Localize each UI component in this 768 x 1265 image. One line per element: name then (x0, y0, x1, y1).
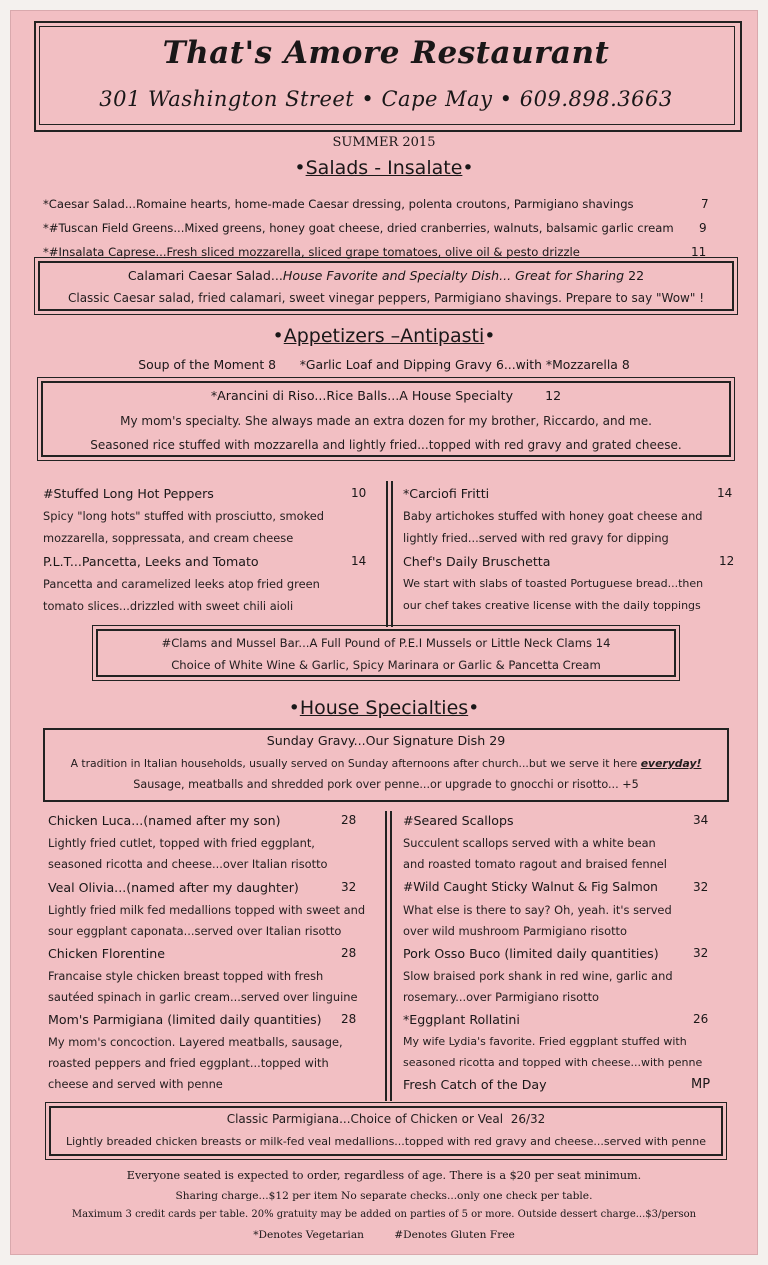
parmigiana-desc: Lightly breaded chicken breasts or milk-fed veal medallions...topped with red gravy and cheese...served with penne (66, 1135, 706, 1148)
house-item-name: #Wild Caught Sticky Walnut & Fig Salmon (403, 880, 658, 894)
menu-page (11, 11, 757, 1254)
house-item-price: 28 (341, 813, 357, 827)
season-label: SUMMER 2015 (332, 135, 436, 150)
house-item-desc: What else is there to say? Oh, yeah. it's served (403, 903, 672, 917)
parmigiana-title: Classic Parmigiana...Choice of Chicken or Veal 26/32 (226, 1112, 546, 1126)
house-item-price: 26 (693, 1012, 709, 1026)
app-item-desc: lightly fried...served with red gravy for dipping (403, 531, 669, 545)
house-item-desc: Slow braised pork shank in red wine, garlic and (403, 969, 673, 983)
app-item-desc: tomato slices...drizzled with sweet chili aioli (43, 599, 294, 613)
salad-price: 11 (691, 245, 707, 259)
house-item-name: Chicken Luca...(named after my son) (48, 813, 281, 828)
house-item-desc: sour eggplant caponata...served over Italian risotto (48, 924, 342, 938)
salad-price: 7 (701, 197, 709, 211)
house-item-name: *Eggplant Rollatini (403, 1012, 520, 1027)
calamari-desc: Classic Caesar salad, fried calamari, sweet vinegar peppers, Parmigiano shavings. Prepare to say "Wow" ! (67, 291, 705, 305)
house-item-name: Chicken Florentine (48, 946, 166, 961)
app-item-name: *Carciofi Fritti (403, 486, 490, 501)
app-item-price: 14 (717, 486, 733, 500)
house-item-name: Pork Osso Buco (limited daily quantities) (403, 946, 659, 961)
house-item-desc: Succulent scallops served with a white bean (403, 836, 656, 850)
sunday-gravy-line2: Sausage, meatballs and shredded pork over penne...or upgrade to gnocchi or risotto... +5 (133, 778, 639, 791)
house-item-desc: roasted peppers and fried eggplant...topped with (48, 1056, 329, 1070)
app-item-name: #Stuffed Long Hot Peppers (43, 486, 214, 501)
clams-title: #Clams and Mussel Bar...A Full Pound of P.E.I Mussels or Little Neck Clams 14 (161, 636, 611, 650)
column-divider (386, 481, 388, 627)
app-item-desc: our chef takes creative license with the daily toppings (403, 599, 701, 612)
column-divider (390, 811, 392, 1101)
house-item-name: #Seared Scallops (403, 813, 514, 828)
appetizers-heading: •Appetizers –Antipasti• (272, 325, 496, 347)
app-item-desc: We start with slabs of toasted Portuguese bread...then (403, 577, 704, 590)
house-item-desc: cheese and served with penne (48, 1077, 223, 1091)
arancini-line2: Seasoned rice stuffed with mozzarella and lightly fried...topped with red gravy and grated cheese. (90, 438, 682, 452)
salad-price: 9 (699, 221, 707, 235)
app-item-price: 12 (719, 554, 735, 568)
clams-desc: Choice of White Wine & Garlic, Spicy Marinara or Garlic & Pancetta Cream (171, 658, 601, 672)
house-item-name: Fresh Catch of the Day (403, 1077, 547, 1092)
house-item-desc: over wild mushroom Parmigiano risotto (403, 924, 627, 938)
app-item-name: Chef's Daily Bruschetta (403, 554, 551, 569)
house-item-name: Mom's Parmigiana (limited daily quantities) (48, 1012, 322, 1027)
house-item-desc: My wife Lydia's favorite. Fried eggplant stuffed with (403, 1035, 687, 1048)
footer-legend: *Denotes Vegetarian #Denotes Gluten Free (253, 1229, 515, 1241)
house-item-desc: sautéed spinach in garlic cream...served over linguine (48, 990, 358, 1004)
app-item-name: P.L.T...Pancetta, Leeks and Tomato (43, 554, 259, 569)
app-item-desc: Baby artichokes stuffed with honey goat cheese and (403, 509, 703, 523)
house-item-price: 28 (341, 946, 357, 960)
app-item-price: 14 (351, 554, 367, 568)
house-item-price: 32 (341, 880, 357, 894)
house-item-desc: Lightly fried cutlet, topped with fried eggplant, (48, 836, 315, 850)
footer-policy-line3: Maximum 3 credit cards per table. 20% gratuity may be added on parties of 5 or more. Outside dessert charge...$3/person (71, 1209, 697, 1220)
house-item-desc: My mom's concoction. Layered meatballs, sausage, (48, 1035, 343, 1049)
house-item-price: 34 (693, 813, 709, 827)
house-item-desc: Lightly fried milk fed medallions topped with sweet and (48, 903, 366, 917)
house-item-name: Veal Olivia...(named after my daughter) (48, 880, 299, 895)
column-divider (385, 811, 387, 1101)
sunday-gravy-title: Sunday Gravy...Our Signature Dish 29 (266, 733, 506, 748)
footer-policy-line2: Sharing charge...$12 per item No separate checks...only one check per table. (175, 1190, 593, 1202)
app-item-price: 10 (351, 486, 367, 500)
address-line: 301 Washington Street • Cape May • 609.898.3663 (99, 87, 673, 111)
soup-line: Soup of the Moment 8 *Garlic Loaf and Dipping Gravy 6...with *Mozzarella 8 (138, 357, 630, 372)
house-item-desc: Francaise style chicken breast topped with fresh (48, 969, 324, 983)
house-item-desc: seasoned ricotta and cheese...over Italian risotto (48, 857, 328, 871)
app-item-desc: Pancetta and caramelized leeks atop fried green (43, 577, 320, 591)
calamari-title: Calamari Caesar Salad...House Favorite and Specialty Dish... Great for Sharing 22 (127, 268, 645, 283)
restaurant-name: That's Amore Restaurant (162, 35, 610, 71)
sunday-gravy-line1: A tradition in Italian households, usually served on Sunday afternoons after church...but we serve it here everyday! (70, 757, 702, 770)
house-item-price: 32 (693, 946, 709, 960)
salads-heading: •Salads - Insalate• (294, 157, 474, 179)
house-heading: •House Specialties• (288, 697, 480, 719)
house-item-price: 28 (341, 1012, 357, 1026)
house-item-price: 32 (693, 880, 709, 894)
house-item-desc: seasoned ricotta and topped with cheese...with penne (403, 1056, 703, 1069)
salad-item: *Caesar Salad...Romaine hearts, home-made Caesar dressing, polenta croutons, Parmigiano shavings (43, 197, 634, 211)
house-item-desc: and roasted tomato ragout and braised fennel (403, 857, 667, 871)
salad-item: *#Insalata Caprese...Fresh sliced mozzarella, sliced grape tomatoes, olive oil & pesto drizzle (43, 245, 580, 259)
arancini-title: *Arancini di Riso...Rice Balls...A House Specialty 12 (210, 388, 562, 403)
salad-item: *#Tuscan Field Greens...Mixed greens, honey goat cheese, dried cranberries, walnuts, balsamic garlic cream (43, 221, 674, 235)
house-item-price: MP (691, 1077, 711, 1092)
arancini-line1: My mom's specialty. She always made an extra dozen for my brother, Riccardo, and me. (120, 414, 652, 428)
column-divider (391, 481, 393, 627)
app-item-desc: mozzarella, soppressata, and cream cheese (43, 531, 294, 545)
house-item-desc: rosemary...over Parmigiano risotto (403, 990, 600, 1004)
footer-policy-line1: Everyone seated is expected to order, regardless of age. There is a $20 per seat minimum. (126, 1169, 642, 1182)
app-item-desc: Spicy "long hots" stuffed with prosciutto, smoked (43, 509, 325, 523)
